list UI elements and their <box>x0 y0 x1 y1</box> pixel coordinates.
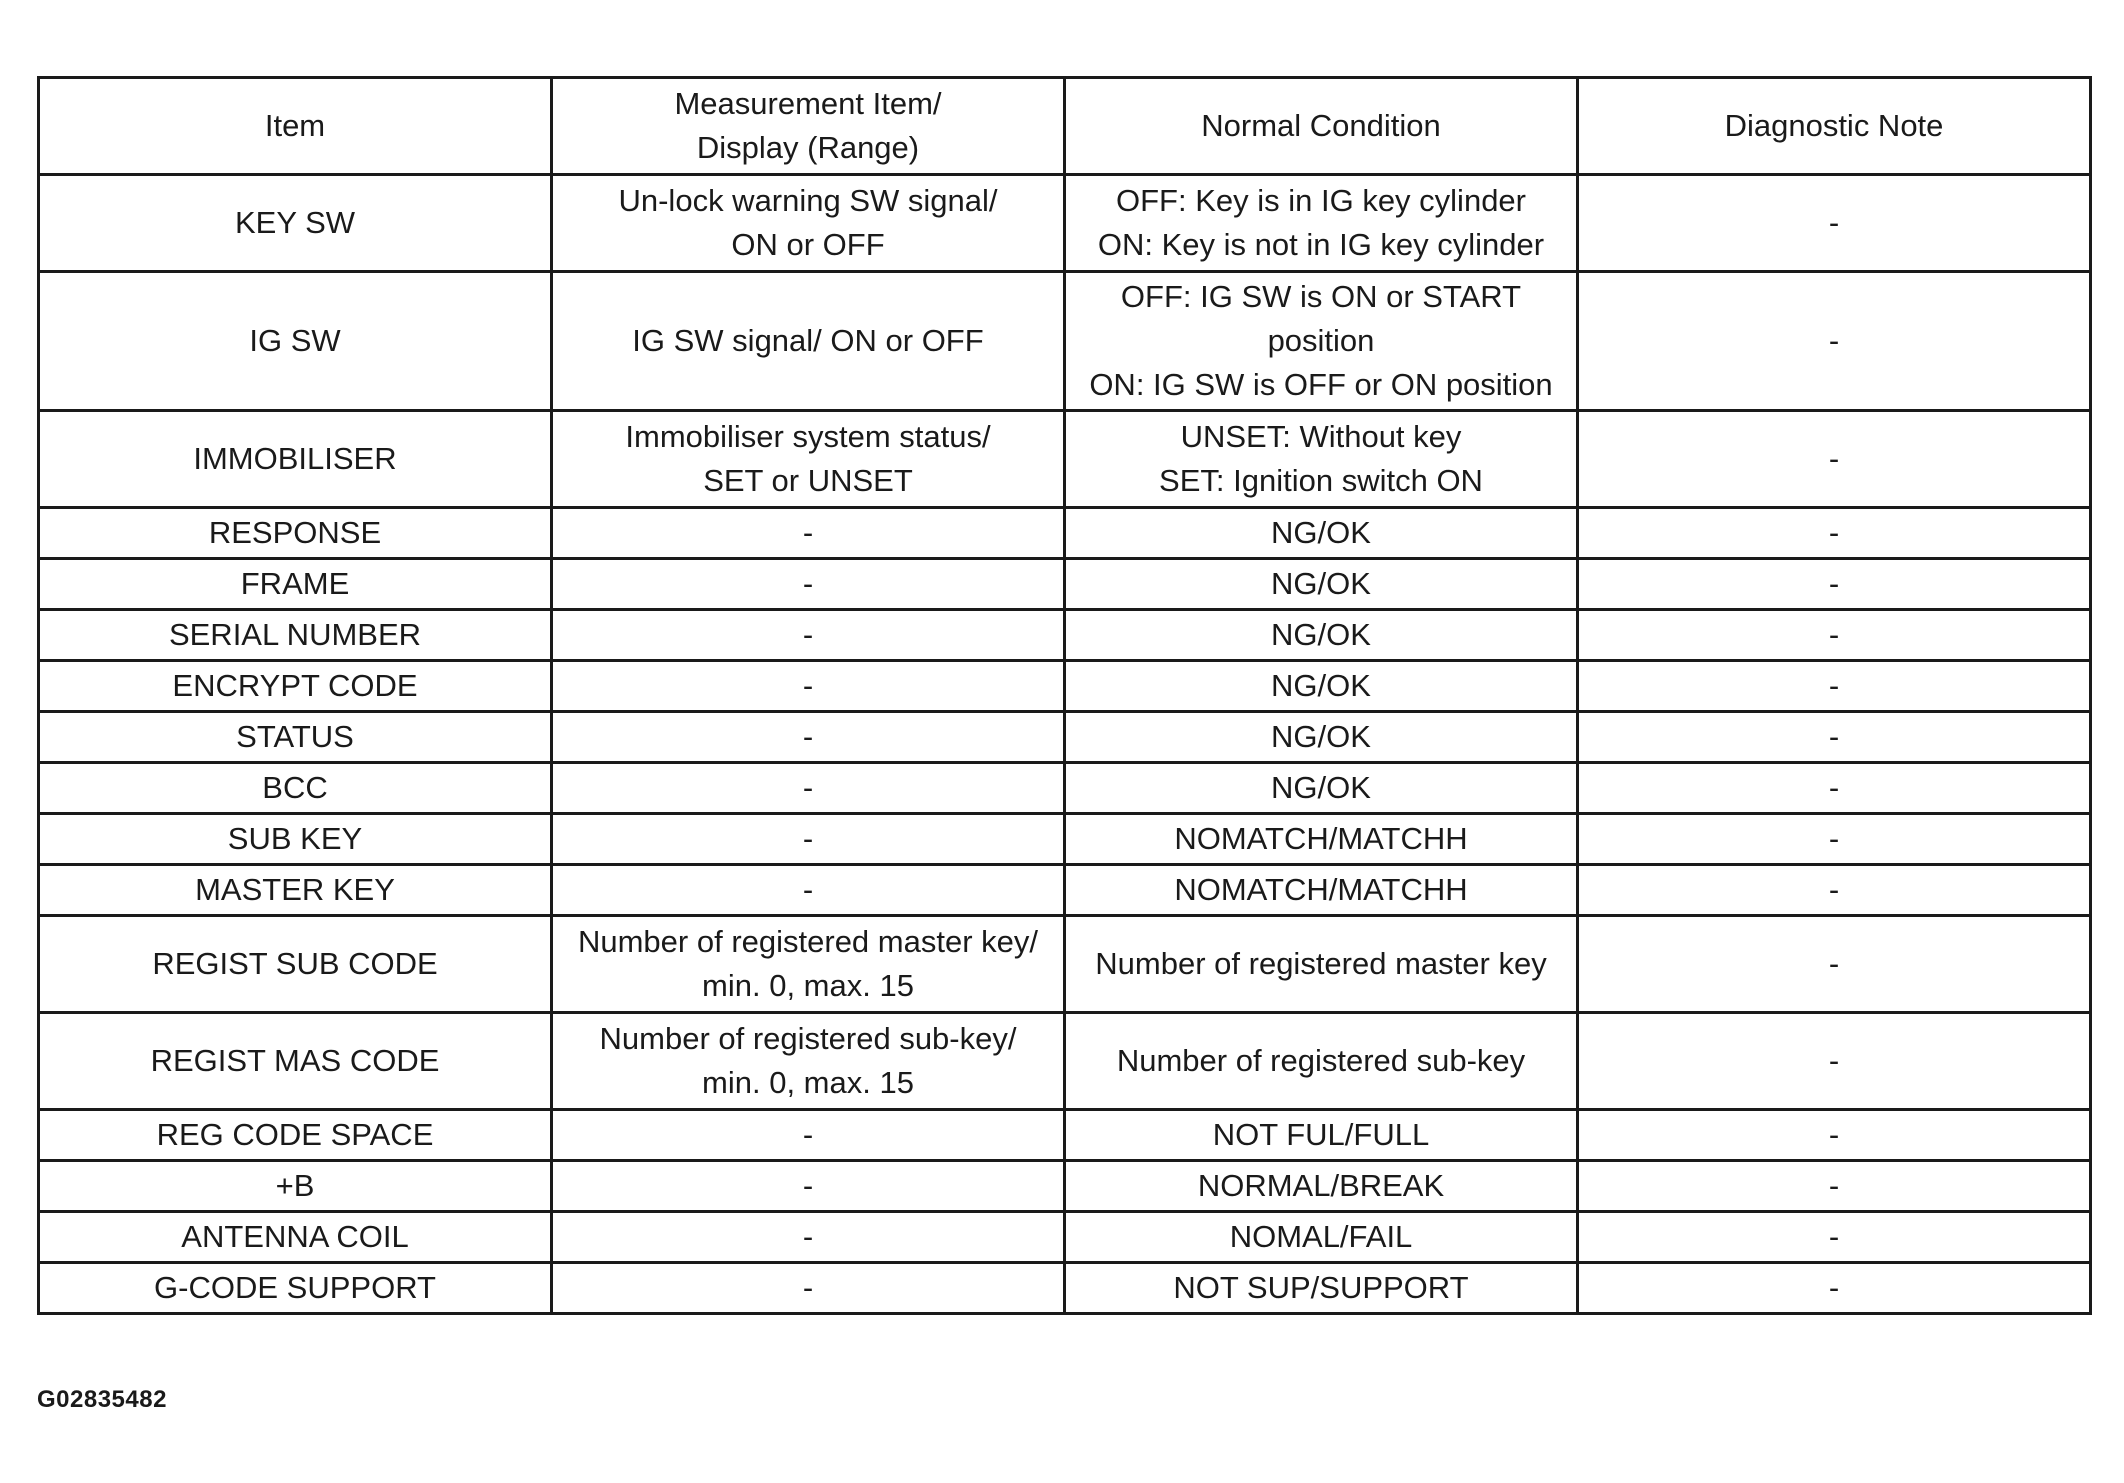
cell-item: IG SW <box>39 272 552 411</box>
cell-normal-condition: NOMATCH/MATCHH <box>1065 814 1578 865</box>
cell-item: REGIST MAS CODE <box>39 1013 552 1110</box>
table-row <box>39 1013 2091 1110</box>
cell-diagnostic-note: - <box>1578 865 2091 916</box>
table-header-row <box>39 78 2091 175</box>
table-row <box>39 661 2091 712</box>
cell-diagnostic-note: - <box>1578 1161 2091 1212</box>
table-row <box>39 1263 2091 1314</box>
cell-measurement: Immobiliser system status/ SET or UNSET <box>552 411 1065 508</box>
table-row <box>39 411 2091 508</box>
cell-normal-condition: UNSET: Without key SET: Ignition switch ON <box>1065 411 1578 508</box>
cell-normal-condition: NOMATCH/MATCHH <box>1065 865 1578 916</box>
cell-diagnostic-note: - <box>1578 1110 2091 1161</box>
cell-diagnostic-note: - <box>1578 763 2091 814</box>
column-header-normal-condition: Normal Condition <box>1065 78 1578 175</box>
cell-measurement: Number of registered sub-key/ min. 0, max. 15 <box>552 1013 1065 1110</box>
cell-diagnostic-note: - <box>1578 712 2091 763</box>
cell-item: IMMOBILISER <box>39 411 552 508</box>
cell-measurement: - <box>552 661 1065 712</box>
column-header-item: Item <box>39 78 552 175</box>
cell-measurement: Un-lock warning SW signal/ ON or OFF <box>552 175 1065 272</box>
cell-diagnostic-note: - <box>1578 1013 2091 1110</box>
cell-item: SUB KEY <box>39 814 552 865</box>
cell-measurement: - <box>552 508 1065 559</box>
table-row <box>39 175 2091 272</box>
table-row <box>39 1212 2091 1263</box>
cell-item: REG CODE SPACE <box>39 1110 552 1161</box>
table-row <box>39 610 2091 661</box>
cell-measurement: - <box>552 712 1065 763</box>
cell-measurement: - <box>552 610 1065 661</box>
cell-item: BCC <box>39 763 552 814</box>
table-row <box>39 272 2091 411</box>
table-row <box>39 559 2091 610</box>
cell-measurement: Number of registered master key/ min. 0, max. 15 <box>552 916 1065 1013</box>
cell-normal-condition: NORMAL/BREAK <box>1065 1161 1578 1212</box>
cell-measurement: - <box>552 559 1065 610</box>
column-header-measurement: Measurement Item/ Display (Range) <box>552 78 1065 175</box>
table-row <box>39 1161 2091 1212</box>
cell-normal-condition: Number of registered sub-key <box>1065 1013 1578 1110</box>
cell-measurement: - <box>552 1212 1065 1263</box>
cell-diagnostic-note: - <box>1578 814 2091 865</box>
cell-normal-condition: NG/OK <box>1065 763 1578 814</box>
column-header-diagnostic-note: Diagnostic Note <box>1578 78 2091 175</box>
cell-measurement: - <box>552 814 1065 865</box>
cell-item: KEY SW <box>39 175 552 272</box>
table-body <box>39 175 2091 1314</box>
table-row <box>39 712 2091 763</box>
table-row <box>39 763 2091 814</box>
cell-measurement: - <box>552 865 1065 916</box>
cell-diagnostic-note: - <box>1578 559 2091 610</box>
diagnostic-data-table <box>37 76 2092 1315</box>
cell-diagnostic-note: - <box>1578 610 2091 661</box>
cell-diagnostic-note: - <box>1578 508 2091 559</box>
cell-normal-condition: NOT SUP/SUPPORT <box>1065 1263 1578 1314</box>
cell-item: REGIST SUB CODE <box>39 916 552 1013</box>
cell-item: STATUS <box>39 712 552 763</box>
figure-id-label: G02835482 <box>37 1386 167 1413</box>
cell-measurement: - <box>552 763 1065 814</box>
cell-diagnostic-note: - <box>1578 175 2091 272</box>
cell-measurement: IG SW signal/ ON or OFF <box>552 272 1065 411</box>
cell-measurement: - <box>552 1161 1065 1212</box>
cell-item: FRAME <box>39 559 552 610</box>
cell-item: MASTER KEY <box>39 865 552 916</box>
cell-diagnostic-note: - <box>1578 661 2091 712</box>
table-row <box>39 508 2091 559</box>
table-row <box>39 1110 2091 1161</box>
cell-normal-condition: NOMAL/FAIL <box>1065 1212 1578 1263</box>
cell-normal-condition: NOT FUL/FULL <box>1065 1110 1578 1161</box>
cell-item: ENCRYPT CODE <box>39 661 552 712</box>
table-row <box>39 814 2091 865</box>
cell-normal-condition: NG/OK <box>1065 661 1578 712</box>
cell-item: +B <box>39 1161 552 1212</box>
cell-measurement: - <box>552 1110 1065 1161</box>
cell-diagnostic-note: - <box>1578 411 2091 508</box>
cell-normal-condition: OFF: IG SW is ON or START position ON: IG SW is OFF or ON position <box>1065 272 1578 411</box>
cell-item: RESPONSE <box>39 508 552 559</box>
table-row <box>39 916 2091 1013</box>
table-row <box>39 865 2091 916</box>
cell-normal-condition: NG/OK <box>1065 559 1578 610</box>
cell-item: ANTENNA COIL <box>39 1212 552 1263</box>
cell-diagnostic-note: - <box>1578 1263 2091 1314</box>
cell-normal-condition: Number of registered master key <box>1065 916 1578 1013</box>
cell-normal-condition: OFF: Key is in IG key cylinder ON: Key is not in IG key cylinder <box>1065 175 1578 272</box>
cell-normal-condition: NG/OK <box>1065 610 1578 661</box>
cell-diagnostic-note: - <box>1578 1212 2091 1263</box>
cell-item: G-CODE SUPPORT <box>39 1263 552 1314</box>
cell-normal-condition: NG/OK <box>1065 508 1578 559</box>
cell-item: SERIAL NUMBER <box>39 610 552 661</box>
cell-diagnostic-note: - <box>1578 272 2091 411</box>
cell-normal-condition: NG/OK <box>1065 712 1578 763</box>
cell-diagnostic-note: - <box>1578 916 2091 1013</box>
cell-measurement: - <box>552 1263 1065 1314</box>
